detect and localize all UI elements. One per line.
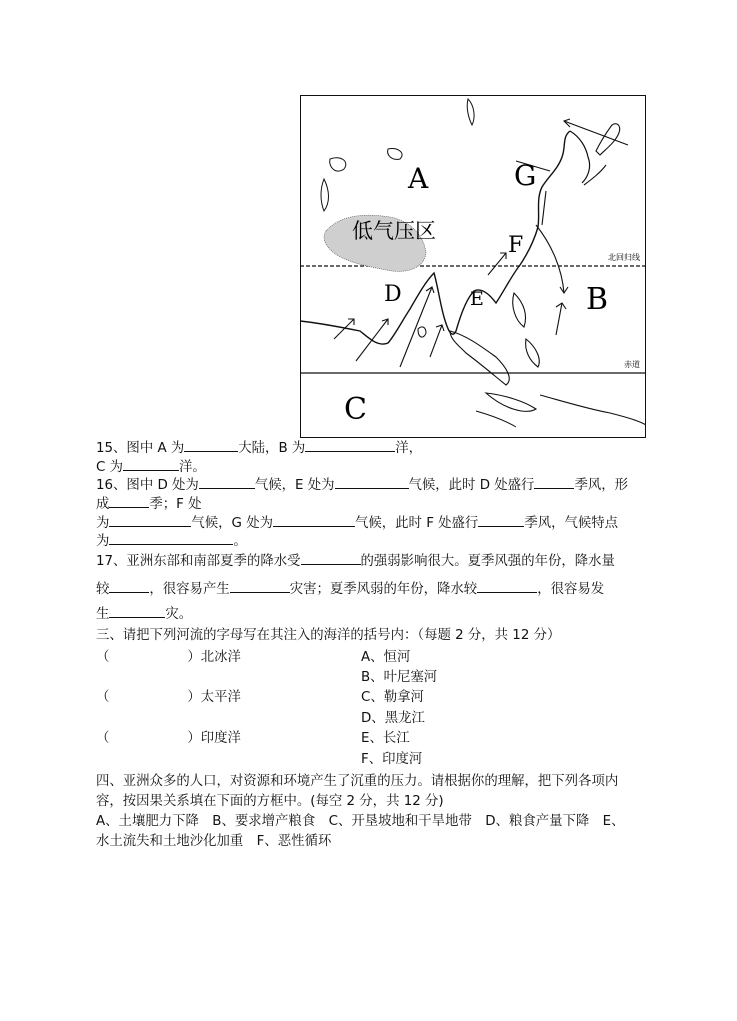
map-label-tropic: 北回归线	[608, 253, 640, 262]
map-graphic	[300, 95, 646, 438]
q15-text-4: C 为	[96, 460, 123, 475]
q15-text-5: 洋。	[179, 460, 206, 475]
q17-text: 生	[96, 607, 110, 622]
q16-text: 16、图中 D 处为	[96, 478, 199, 493]
q16-text: 成	[96, 497, 110, 512]
section3-title: 三、请把下列河流的字母写在其注入的海洋的括号内：（每题 2 分，共 12 分）	[96, 628, 561, 643]
q16-text: 季风，形	[574, 478, 629, 493]
section4-line-3: A、土壤肥力下降 B、要求增产粮食 C、开垦坡地和干旱地带 D、粮食产量下降 E、	[96, 814, 625, 829]
q16-text: 为	[96, 516, 110, 531]
section4-line-2: 容，按因果关系填在下面的方框中。(每空 2 分，共 12 分)	[96, 794, 444, 809]
q15-blank-a[interactable]	[184, 438, 238, 452]
q17-text: ，很容易产生	[149, 582, 230, 597]
q16-text: 气候，此时 F 处盛行	[354, 516, 479, 531]
bracket-open: （	[96, 731, 110, 746]
q17-text: 的强弱影响很大。夏季风强的年份，降水量	[360, 554, 615, 569]
q17-blank-2[interactable]	[109, 579, 149, 593]
ocean-arctic	[96, 649, 241, 667]
q16-blank-features[interactable]	[109, 531, 233, 545]
q17-blank-3[interactable]	[230, 579, 290, 593]
q16-line-3	[96, 513, 618, 533]
q17-text: 灾。	[165, 607, 193, 622]
river-option: C、勒拿河	[361, 690, 424, 705]
q16-text: 。	[233, 534, 247, 549]
river-option: F、印度河	[361, 752, 423, 767]
ocean-indian	[96, 730, 241, 748]
section4-line-4: 水土流失和土地沙化加重 F、恶性循环	[96, 834, 332, 849]
q15-line-2	[96, 457, 206, 477]
map-label-e: E	[470, 288, 484, 310]
river-option: A、恒河	[361, 650, 411, 665]
river-option: B、叶尼塞河	[361, 670, 438, 685]
q16-blank-season[interactable]	[109, 494, 149, 508]
q16-text: 季；F 处	[149, 497, 202, 512]
q16-blank-d-monsoon[interactable]	[534, 475, 574, 489]
q16-blank-d-climate[interactable]	[199, 475, 255, 489]
q17-text: 灾害；夏季风弱的年份，降水较	[289, 582, 478, 597]
bracket-open: （	[96, 690, 110, 705]
q15-text-2: 大陆，B 为	[238, 441, 306, 456]
q16-line-4	[96, 531, 247, 551]
section4-line-1: 四、亚洲众多的人口，对资源和环境产生了沉重的压力。请根据你的理解，把下列各项内	[96, 774, 619, 789]
map-label-low-pressure: 低气压区	[352, 219, 436, 243]
q17-blank-4[interactable]	[477, 579, 537, 593]
river-option: D、黑龙江	[361, 711, 425, 726]
q16-line-1	[96, 475, 628, 495]
asia-monsoon-map	[300, 95, 646, 438]
q15-text-1: 15、图中 A 为	[96, 441, 185, 456]
ocean-label: ）北冰洋	[187, 650, 241, 665]
map-label-c: C	[344, 392, 367, 427]
ocean-label: ）太平洋	[187, 690, 241, 705]
q16-text: 气候，G 处为	[191, 516, 273, 531]
q16-blank-e-climate[interactable]	[335, 475, 409, 489]
q16-text: 气候，此时 D 处盛行	[408, 478, 535, 493]
q17-blank-5[interactable]	[109, 604, 165, 618]
q16-text: 季风，气候特点	[524, 516, 619, 531]
q17-line-1	[96, 551, 615, 571]
q17-text: 17、亚洲东部和南部夏季的降水受	[96, 554, 301, 569]
map-label-b: B	[586, 282, 609, 317]
map-label-d: D	[384, 282, 402, 307]
map-label-equator: 赤道	[624, 360, 640, 369]
q16-blank-f-monsoon[interactable]	[478, 513, 524, 527]
q17-text: 较	[96, 582, 110, 597]
map-label-g: G	[514, 159, 537, 192]
q16-blank-f-climate[interactable]	[109, 513, 191, 527]
map-label-f: F	[508, 233, 524, 258]
q15-blank-b[interactable]	[305, 438, 395, 452]
ocean-pacific	[96, 689, 241, 707]
q17-line-2	[96, 579, 604, 599]
map-label-a: A	[408, 162, 429, 195]
q16-blank-g-climate[interactable]	[273, 513, 355, 527]
river-option: E、长江	[361, 731, 410, 746]
q17-text: ，很容易发	[537, 582, 605, 597]
q17-line-3	[96, 604, 192, 624]
q16-text: 为	[96, 534, 110, 549]
q15-text-3: 洋，	[395, 441, 423, 456]
q17-blank-1[interactable]	[301, 551, 361, 565]
q15-line-1	[96, 438, 422, 458]
bracket-open: （	[96, 650, 110, 665]
q15-blank-c[interactable]	[123, 457, 179, 471]
q16-line-2	[96, 494, 202, 514]
q16-text: 气候，E 处为	[254, 478, 335, 493]
ocean-label: ）印度洋	[187, 731, 241, 746]
